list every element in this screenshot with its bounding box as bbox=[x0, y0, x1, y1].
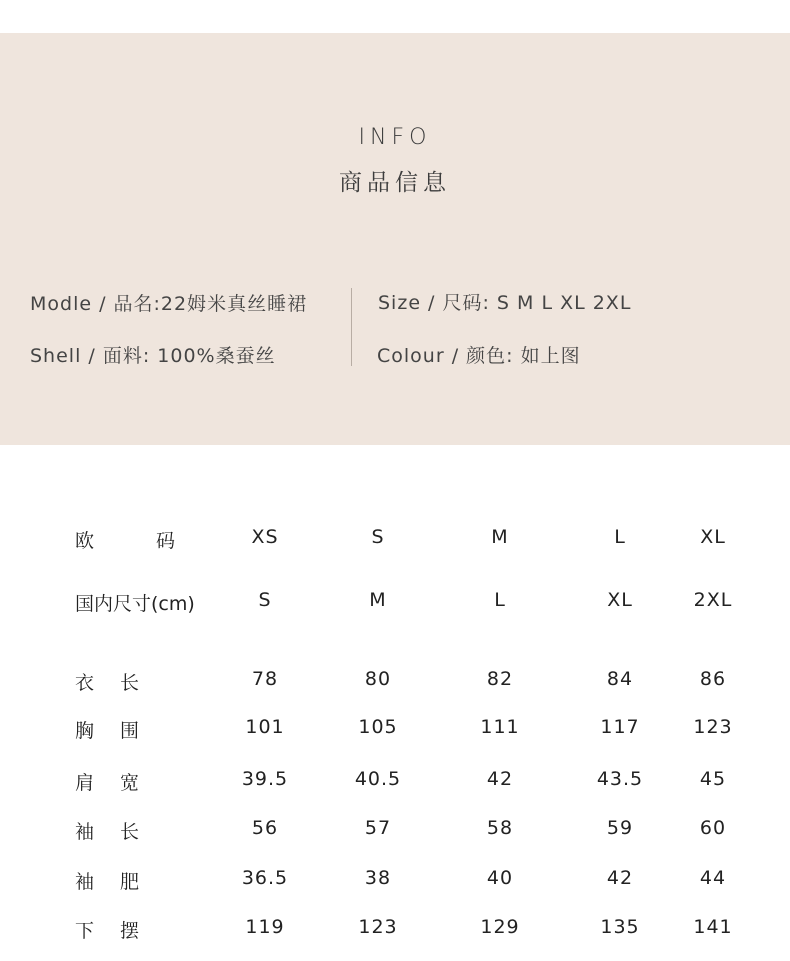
table-cell: 38 bbox=[364, 867, 392, 889]
table-cell: 59 bbox=[606, 817, 634, 839]
row-label: 国内尺寸(cm) bbox=[75, 593, 195, 615]
table-cell: S bbox=[371, 526, 385, 548]
table-cell: 56 bbox=[251, 817, 279, 839]
table-cell: M bbox=[491, 526, 509, 548]
table-cell: 36.5 bbox=[241, 867, 289, 889]
row-label: 肩 宽 bbox=[75, 772, 150, 794]
table-cell: 82 bbox=[486, 668, 514, 690]
table-cell: 42 bbox=[606, 867, 634, 889]
info-title-en: INFO bbox=[358, 125, 432, 150]
info-panel bbox=[0, 33, 790, 445]
table-cell: 78 bbox=[251, 668, 279, 690]
table-cell: XL bbox=[607, 589, 633, 611]
table-cell: 117 bbox=[600, 716, 640, 738]
colour: Colour / 颜色: 如上图 bbox=[377, 345, 581, 367]
table-cell: L bbox=[494, 589, 506, 611]
table-cell: M bbox=[369, 589, 387, 611]
table-cell: 39.5 bbox=[241, 768, 289, 790]
product-name: Modle / 品名:22姆米真丝睡裙 bbox=[30, 293, 308, 315]
table-cell: 58 bbox=[486, 817, 514, 839]
row-label: 袖 肥 bbox=[75, 871, 150, 893]
table-cell: 123 bbox=[358, 916, 398, 938]
table-cell: 60 bbox=[699, 817, 727, 839]
row-label: 欧 码 bbox=[75, 530, 204, 552]
row-label: 下 摆 bbox=[75, 920, 150, 942]
row-label: 袖 长 bbox=[75, 821, 150, 843]
table-cell: 123 bbox=[693, 716, 733, 738]
table-cell: 44 bbox=[699, 867, 727, 889]
table-cell: 57 bbox=[364, 817, 392, 839]
table-cell: 135 bbox=[600, 916, 640, 938]
table-cell: 119 bbox=[245, 916, 285, 938]
table-cell: 84 bbox=[606, 668, 634, 690]
info-title-cn: 商品信息 bbox=[339, 170, 451, 196]
fabric: Shell / 面料: 100%桑蚕丝 bbox=[30, 345, 276, 367]
table-cell: 86 bbox=[699, 668, 727, 690]
table-cell: 129 bbox=[480, 916, 520, 938]
table-cell: XL bbox=[700, 526, 726, 548]
table-cell: 45 bbox=[699, 768, 727, 790]
table-cell: 141 bbox=[693, 916, 733, 938]
table-cell: 40.5 bbox=[354, 768, 402, 790]
table-cell: 111 bbox=[480, 716, 520, 738]
table-cell: S bbox=[258, 589, 272, 611]
table-cell: 80 bbox=[364, 668, 392, 690]
table-cell: 43.5 bbox=[596, 768, 644, 790]
table-cell: 2XL bbox=[693, 589, 733, 611]
table-cell: 40 bbox=[486, 867, 514, 889]
table-cell: L bbox=[614, 526, 626, 548]
sizes: Size / 尺码: S M L XL 2XL bbox=[378, 292, 632, 314]
divider bbox=[351, 288, 352, 366]
table-cell: 42 bbox=[486, 768, 514, 790]
row-label: 衣 长 bbox=[75, 672, 150, 694]
table-cell: 105 bbox=[358, 716, 398, 738]
table-cell: 101 bbox=[245, 716, 285, 738]
row-label: 胸 围 bbox=[75, 720, 150, 742]
table-cell: XS bbox=[251, 526, 279, 548]
